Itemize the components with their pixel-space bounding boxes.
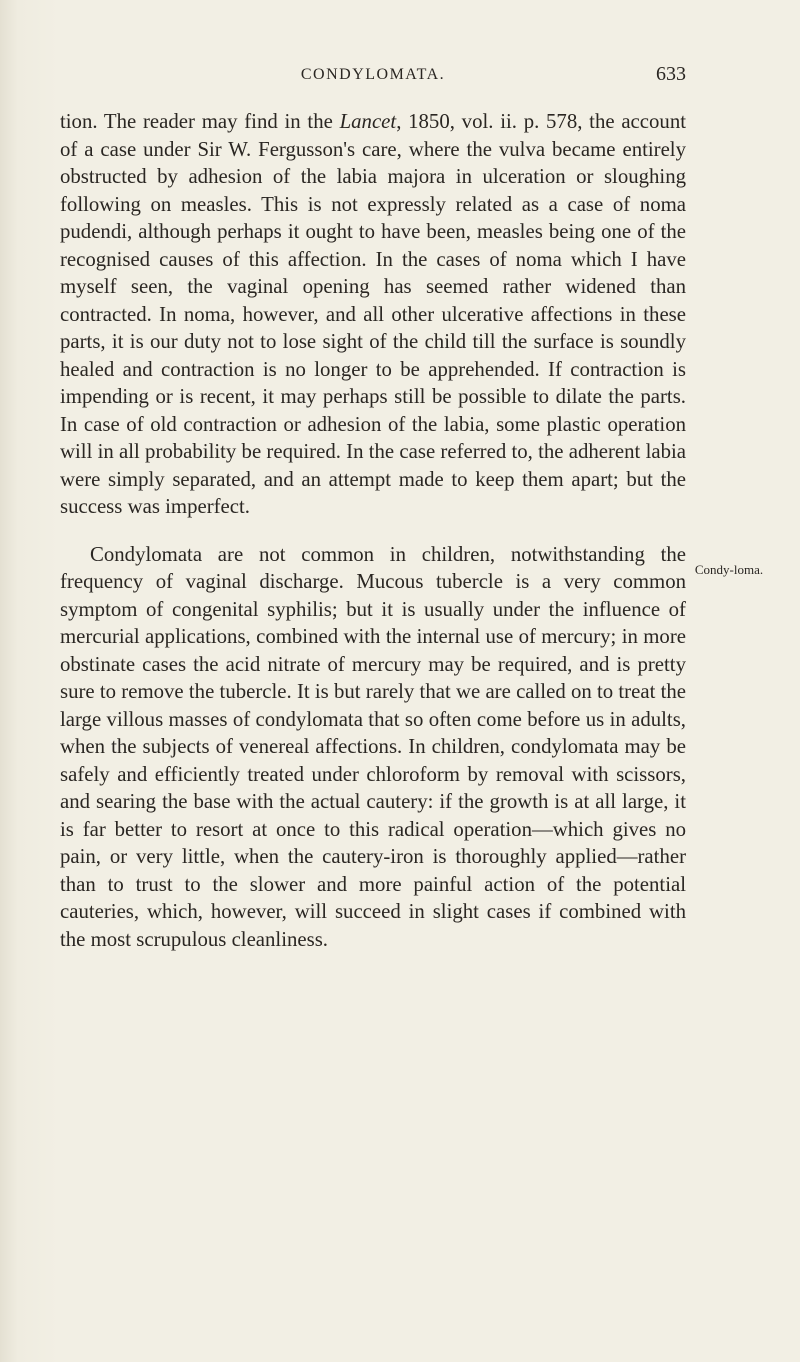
page-header: [60, 63, 686, 92]
paragraph-condylomata: Condylomata are not common in children, notwithstanding the frequency of vaginal discharge. Mucous tubercle is a very common symptom of congenital syphilis; but it is usually under the influence of mercurial applications, combined with the internal use of mercury; in more obstinate cases the acid nitrate of mercury may be required, and is pretty sure to remove the tubercle. It is but rarely that we are called on to treat the large villous masses of condylomata that so often come before us in adults, when the subjects of venereal affections. In children, condylomata may be safely and efficiently treated under chloroform by removal with scissors, and searing the base with the actual cautery: if the growth is at all large, it is far better to resort at once to this radical operation—which gives no pain, or very little, when the cautery-iron is thoroughly applied—rather than to trust to the slower and more painful action of the potential cauteries, which, however, will succeed in slight cases if combined with the most scrupulous cleanliness.: [60, 542, 686, 951]
running-title: CONDYLOMATA.: [300, 66, 446, 83]
body-text: [60, 108, 686, 953]
page-number: 633: [656, 63, 686, 85]
paragraph-text-start: tion. The reader may find in the: [60, 110, 340, 133]
paragraph-noma-contraction: [60, 108, 686, 521]
journal-title-italic: Lancet: [339, 110, 397, 133]
margin-note-condyloma: Condy-loma.: [694, 562, 764, 577]
paragraph-text-rest: , 1850, vol. ii. p. 578, the account of a case under Sir W. Fergusson's care, where the vulva became entirely obstructed by adhesion of the labia majora in ulceration or sloughing following on measles. This is not expressly related as a case of noma pudendi, although perhaps it ought to have been, measles being one of the recognised causes of this affection. In the cases of noma which I have myself seen, the vaginal opening has seemed rather widened than contracted. In noma, however, and all other ulcerative affections in these parts, it is our duty not to lose sight of the child till the surface is soundly healed and contraction is no longer to be apprehended. If contraction is impending or is recent, it may perhaps still be possible to dilate the parts. In case of old contraction or adhesion of the labia, some plastic operation will in all probability be required. In the case referred to, the adherent labia were simply separated, and an attempt made to keep them apart; but the success was imperfect.: [60, 110, 686, 518]
